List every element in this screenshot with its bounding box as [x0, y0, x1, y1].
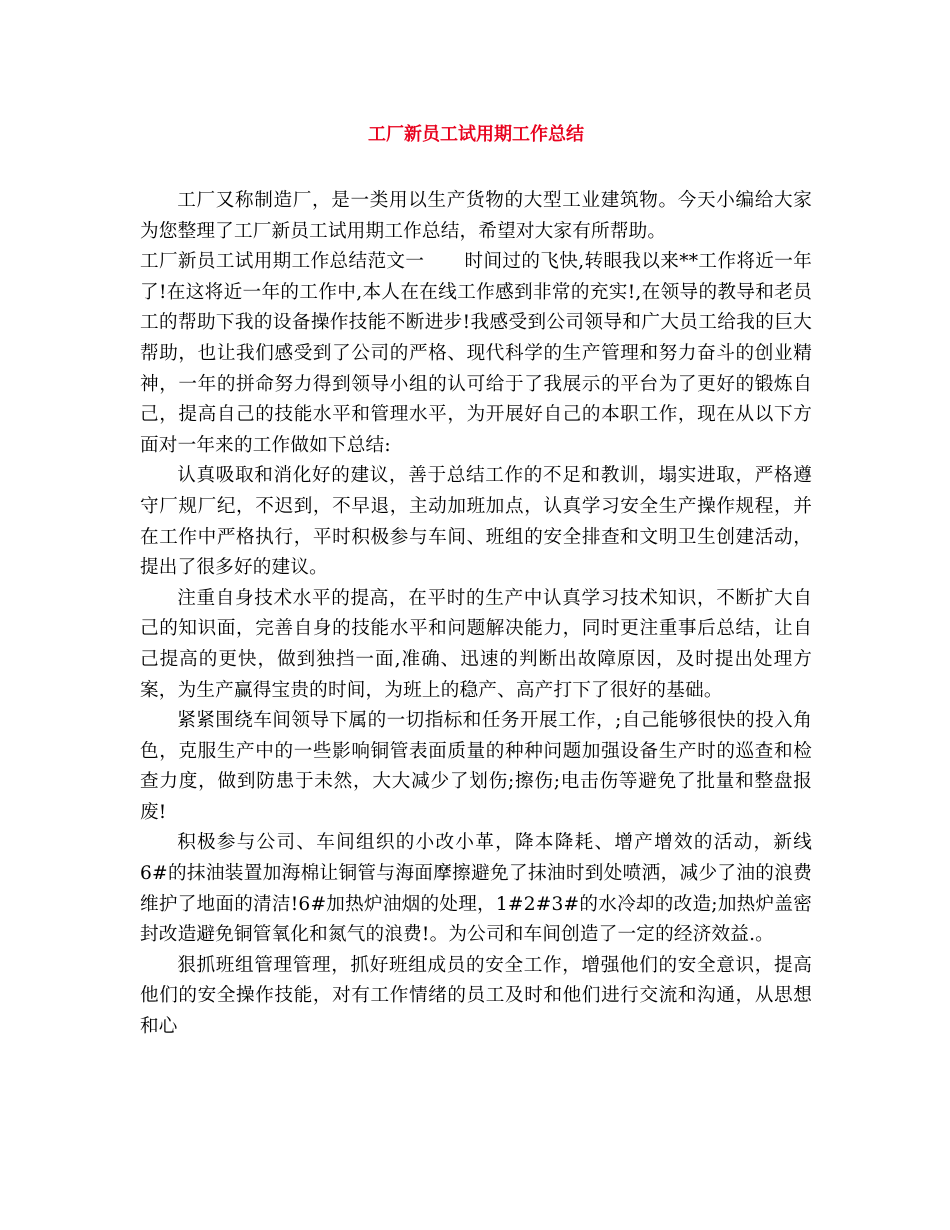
sample-paragraph [140, 247, 812, 461]
document-body [140, 186, 812, 1043]
body-paragraph: 认真吸取和消化好的建议，善于总结工作的不足和教训，塌实进取，严格遵守厂规厂纪，不迟到，不早退，主动加班加点，认真学习安全生产操作规程，并在工作中严格执行，平时积极参与车间、班组的安全排查和文明卫生创建活动，提出了很多好的建议。 [140, 465, 812, 579]
document-title: 工厂新员工试用期工作总结 [368, 124, 584, 145]
body-paragraph: 狠抓班组管理管理，抓好班组成员的安全工作，增强他们的安全意识，提高他们的安全操作技能，对有工作情绪的员工及时和他们进行交流和沟通，从思想和心 [140, 954, 812, 1038]
sample-opening: 时间过的飞快,转眼我以来**工作将近一年了!在这将近一年的工作中,本人在在线工作感到非常的充实!,在领导的教导和老员工的帮助下我的设备操作技能不断进步!我感受到公司领导和广大员工给我的巨大帮助，也让我们感受到了公司的严格、现代科学的生产管理和努力奋斗的创业精神，一年的拼命努力得到领导小组的认可给于了我展示的平台为了更好的锻炼自己，提高自己的技能水平和管理水平，为开展好自己的本职工作，现在从以下方面对一年来的工作做如下总结: [140, 251, 812, 456]
body-paragraph: 积极参与公司、车间组织的小改小革，降本降耗、增产增效的活动，新线 6#的抹油装置加海棉让铜管与海面摩擦避免了抹油时到处喷洒，减少了油的浪费维护了地面的清洁!6#加热炉油烟的处理，1#2#3#的水冷却的改造;加热炉盖密封改造避免铜管氧化和氮气的浪费!。为公司和车间创造了一定的经济效益.。 [140, 832, 812, 946]
body-paragraph: 紧紧围绕车间领导下属的一切指标和任务开展工作，;自己能够很快的投入角色，克服生产中的一些影响铜管表面质量的种种问题加强设备生产时的巡查和检查力度，做到防患于未然，大大减少了划伤;擦伤;电击伤等避免了批量和整盘报废! [140, 710, 812, 823]
body-paragraph: 注重自身技术水平的提高，在平时的生产中认真学习技术知识，不断扩大自己的知识面，完善自身的技能水平和问题解决能力，同时更注重事后总结，让自己提高的更快，做到独挡一面,准确、迅速的判断出故障原因，及时提出处理方案，为生产赢得宝贵的时间，为班上的稳产、高产打下了很好的基础。 [140, 587, 812, 701]
sample-heading: 工厂新员工试用期工作总结范文一 [140, 251, 425, 273]
intro-paragraph: 工厂又称制造厂，是一类用以生产货物的大型工业建筑物。今天小编给大家为您整理了工厂新员工试用期工作总结，希望对大家有所帮助。 [140, 190, 812, 242]
